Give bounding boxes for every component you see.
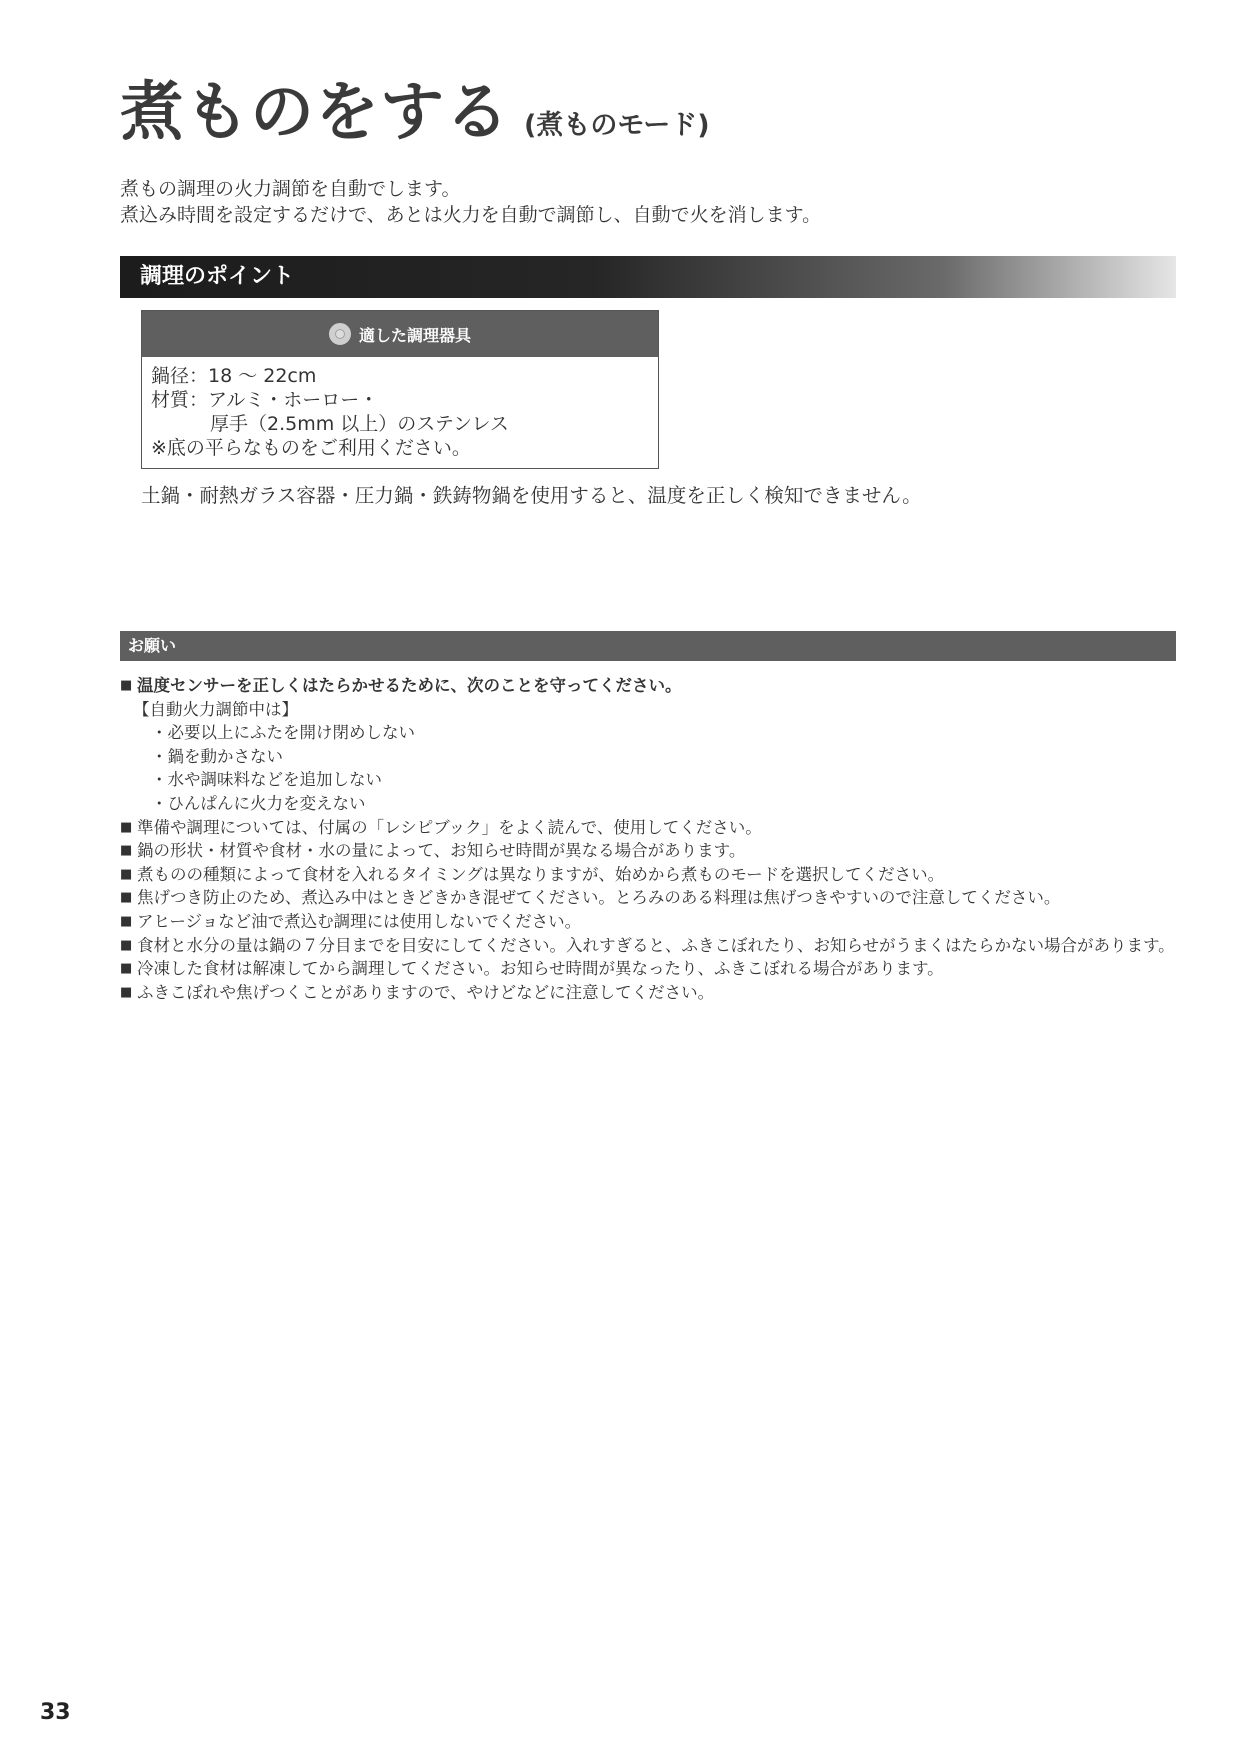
notice-section-heading: お願い: [120, 631, 1176, 661]
list-item-text: 温度センサーを正しくはたらかせるために、次のことを守ってください。: [137, 676, 682, 695]
bullet-square-icon: ■: [120, 937, 133, 953]
list-item-text: 冷凍した食材は解凍してから調理してください。お知らせ時間が異なったり、ふきこぼれる場合があります。: [137, 959, 944, 979]
unsuitable-cookware-warning: 土鍋・耐熱ガラス容器・圧力鍋・鉄鋳物鍋を使用すると、温度を正しく検知できません。: [141, 484, 922, 507]
list-item-text: 鍋の形状・材質や食材・水の量によって、お知らせ時間が異なる場合があります。: [137, 841, 746, 861]
list-item: [120, 957, 1180, 981]
material-text: 材質：アルミ・ホーロー・: [151, 389, 379, 411]
list-item-text: ふきこぼれや焦げつくことがありますので、やけどなどに注意してください。: [137, 982, 715, 1002]
bullet-square-icon: ■: [120, 819, 133, 835]
page-heading: [120, 78, 710, 148]
sub-list-heading: 【自動火力調節中は】: [133, 699, 298, 719]
sub-list-item: ・ひんぱんに火力を変えない: [151, 793, 366, 813]
list-item: [120, 886, 1180, 910]
list-item-text: 食材と水分の量は鍋の７分目までを目安にしてください。入れすぎると、ふきこぼれたり、お知らせがうまくはたらかない場合があります。: [137, 935, 1175, 955]
list-item-text: 焦げつき防止のため、煮込み中はときどきかき混ぜてください。とろみのある料理は焦げつきやすいので注意してください。: [137, 888, 1061, 908]
suitable-cookware-box: [141, 310, 659, 469]
suitable-cookware-title: 適した調理器具: [358, 325, 471, 345]
bullet-square-icon: ■: [120, 961, 133, 977]
list-item-text: アヒージョなど油で煮込む調理には使用しないでください。: [137, 911, 582, 931]
intro-line: 煮込み時間を設定するだけで、あとは火力を自動で調節し、自動で火を消します。: [120, 204, 822, 226]
page-subtitle: (煮ものモード): [524, 110, 710, 141]
list-item: [120, 863, 1180, 887]
sub-list-item: ・水や調味料などを追加しない: [151, 770, 382, 790]
list-item: [120, 981, 1180, 1005]
list-item: [120, 934, 1180, 958]
page-number: 33: [40, 1700, 71, 1725]
sub-list-item: ・鍋を動かさない: [151, 746, 283, 766]
bullet-square-icon: ■: [120, 678, 133, 693]
notice-list: [120, 674, 1180, 1004]
list-item: [120, 816, 1180, 840]
list-item: [120, 910, 1180, 934]
pot-diameter-text: 鍋径：18 ～ 22cm: [151, 365, 317, 387]
bullet-square-icon: ■: [120, 890, 133, 906]
bullet-square-icon: ■: [120, 984, 133, 1000]
list-item-text: 準備や調理については、付属の「レシピブック」をよく読んで、使用してください。: [137, 817, 762, 837]
bullet-square-icon: ■: [120, 913, 133, 929]
intro-line: 煮もの調理の火力調節を自動でします。: [120, 178, 461, 200]
suitable-cookware-body: [142, 357, 658, 468]
points-section-heading: 調理のポイント: [120, 256, 1176, 298]
material-text-continued: 厚手（2.5mm 以上）のステンレス: [210, 413, 509, 435]
list-item: [120, 839, 1180, 863]
suitable-cookware-header: [142, 311, 658, 357]
sub-list-item: ・必要以上にふたを開け閉めしない: [151, 723, 415, 743]
list-item: [120, 674, 1180, 698]
list-item-text: 煮ものの種類によって食材を入れるタイミングは異なりますが、始めから煮ものモードを選択してください。: [137, 864, 945, 884]
intro-text: [120, 176, 821, 228]
page-title: 煮ものをする: [120, 76, 510, 150]
flat-bottom-note: ※底の平らなものをご利用ください。: [151, 437, 471, 459]
bullet-square-icon: ■: [120, 843, 133, 859]
bullet-square-icon: ■: [120, 866, 133, 882]
circle-ring-icon: [329, 323, 351, 345]
